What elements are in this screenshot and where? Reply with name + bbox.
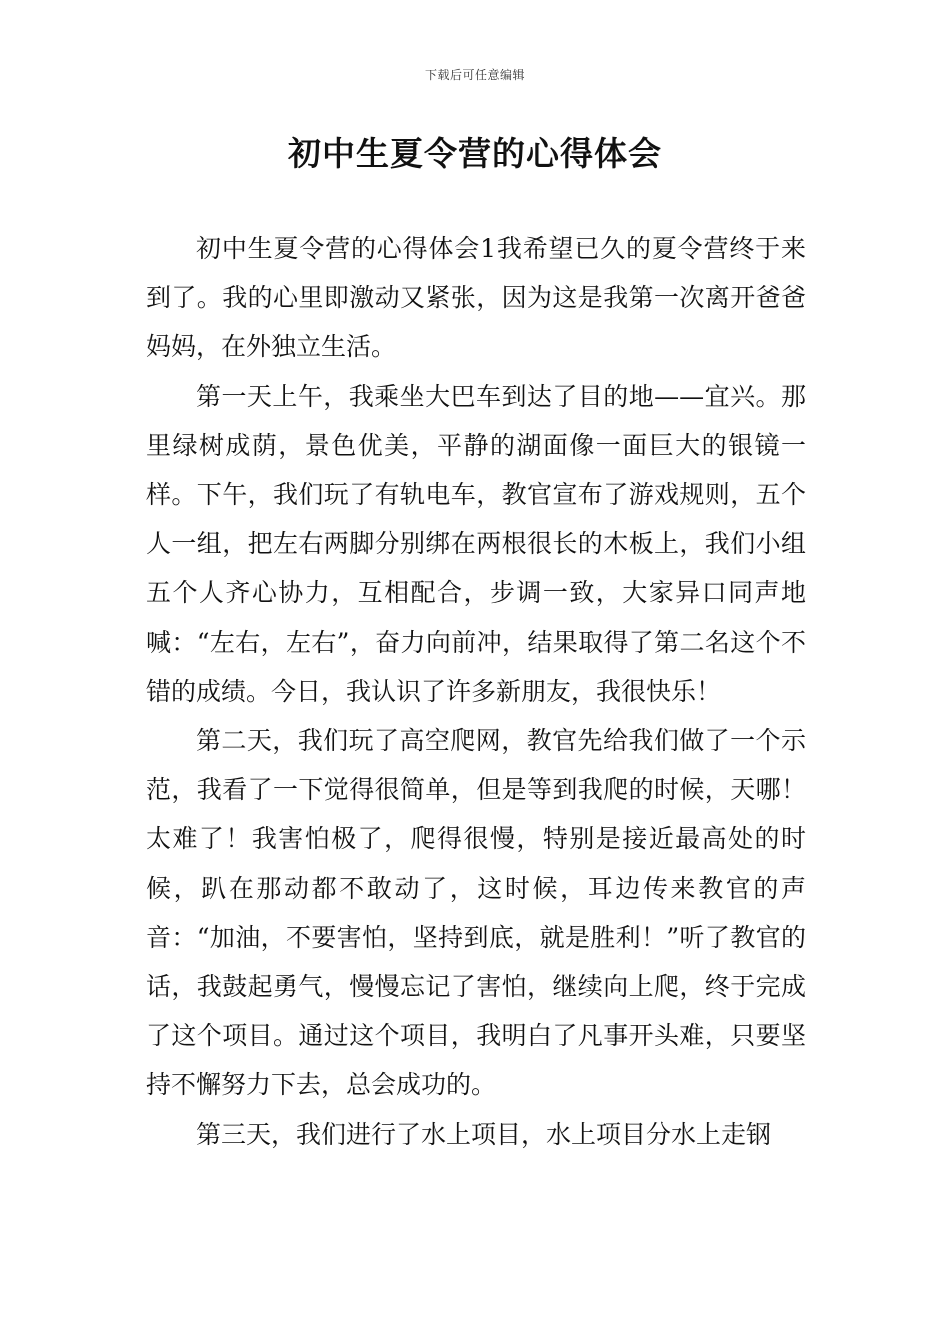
header-note: 下载后可任意编辑	[424, 68, 525, 82]
paragraph-4: 第三天，我们进行了水上项目，水上项目分水上走钢	[196, 1119, 772, 1149]
paragraph-3: 第二天，我们玩了高空爬网，教官先给我们做了一个示范，我看了一下觉得很简单，但是等到我爬的时候，天哪！太难了！我害怕极了，爬得很慢，特别是接近最高处的时候，趴在那动都不敢动了，这时候，耳边传来教官的声音：“加油，不要害怕，坚持到底，就是胜利！”听了教官的话，我鼓起勇气，慢慢忘记了害怕，继续向上爬，终于完成了这个项目。通过这个项目，我明白了凡事开头难，只要坚持不懈努力下去，总会成功的。	[146, 726, 806, 1100]
document-title: 初中生夏令营的心得体会	[288, 134, 662, 173]
document-body	[146, 224, 806, 1159]
paragraph-2: 第一天上午，我乘坐大巴车到达了目的地——宜兴。那里绿树成荫，景色优美，平静的湖面像一面巨大的银镜一样。下午，我们玩了有轨电车，教官宣布了游戏规则，五个人一组，把左右两脚分别绑在两根很长的木板上，我们小组五个人齐心协力，互相配合，步调一致，大家异口同声地喊：“左右，左右”，奋力向前冲，结果取得了第二名这个不错的成绩。今日，我认识了许多新朋友，我很快乐！	[146, 381, 806, 706]
paragraph-1: 初中生夏令营的心得体会1我希望已久的夏令营终于来到了。我的心里即激动又紧张，因为这是我第一次离开爸爸妈妈，在外独立生活。	[146, 234, 806, 362]
